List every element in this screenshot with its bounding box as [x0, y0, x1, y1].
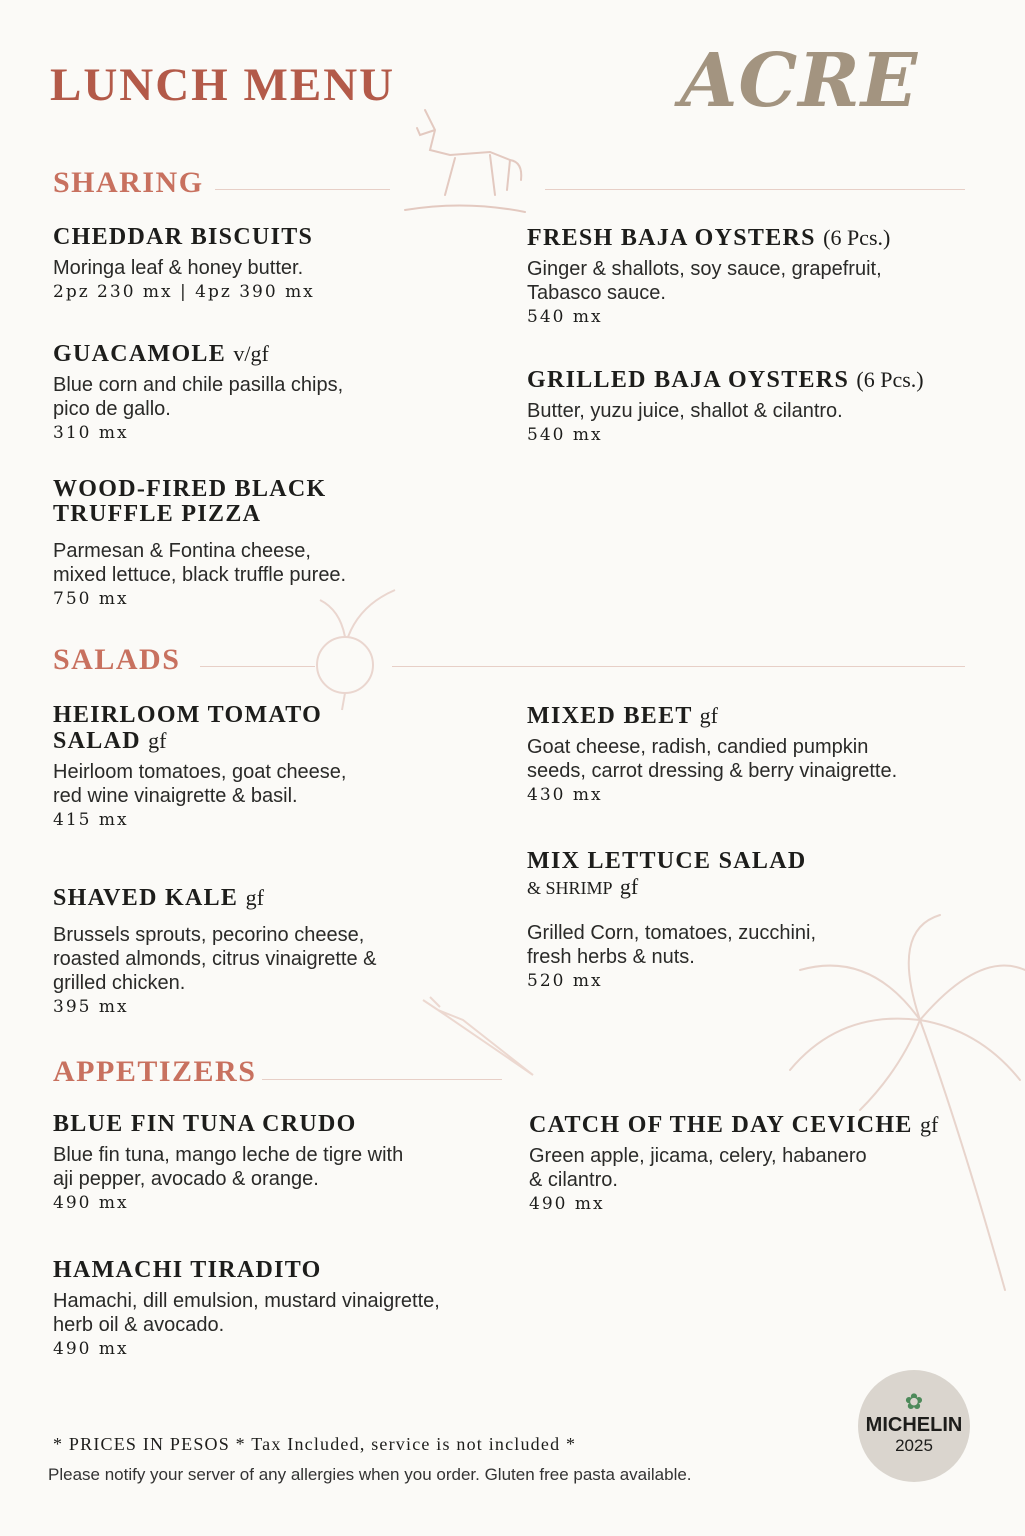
item-price: 540 mx [527, 425, 603, 445]
dietary-tag: gf [148, 728, 167, 753]
portion-tag: (6 Pcs.) [823, 225, 891, 250]
item-name: WOOD-FIRED BLACK TRUFFLE PIZZA [53, 476, 327, 527]
item-name: GRILLED BAJA OYSTERS (6 Pcs.) [527, 367, 924, 393]
item-description: Brussels sprouts, pecorino cheese, roasted almonds, citrus vinaigrette & grilled chicken. [53, 924, 377, 994]
menu-item [53, 341, 493, 446]
item-price: 750 mx [53, 589, 129, 609]
dietary-tag: gf [699, 703, 718, 728]
item-name: GUACAMOLE v/gf [53, 341, 269, 367]
menu-item [527, 849, 987, 994]
item-name: MIX LETTUCE SALAD & SHRIMP gf [527, 848, 807, 899]
item-description: Heirloom tomatoes, goat cheese, red wine vinaigrette & basil. [53, 761, 347, 807]
item-description: Butter, yuzu juice, shallot & cilantro. [527, 400, 843, 422]
menu-item [53, 1112, 493, 1216]
menu-item [53, 1258, 493, 1362]
section-heading-salads: SALADS [53, 643, 181, 676]
item-name: FRESH BAJA OYSTERS (6 Pcs.) [527, 225, 891, 251]
page-title: LUNCH MENU [50, 59, 396, 111]
item-description: Hamachi, dill emulsion, mustard vinaigrette, herb oil & avocado. [53, 1290, 440, 1336]
michelin-clover-icon: ✿ [904, 1389, 924, 1414]
item-name: BLUE FIN TUNA CRUDO [53, 1111, 357, 1137]
item-description: Blue fin tuna, mango leche de tigre with aji pepper, avocado & orange. [53, 1144, 404, 1190]
menu-item [53, 225, 493, 305]
prices-note: * PRICES IN PESOS * Tax Included, service is not included * [53, 1434, 577, 1454]
item-price: 540 mx [527, 307, 603, 327]
dietary-tag: gf [245, 885, 264, 910]
section-divider [215, 189, 390, 190]
section-heading-sharing: SHARING [53, 166, 204, 199]
menu-item [529, 1112, 999, 1217]
section-divider [392, 666, 965, 667]
menu-item [527, 225, 987, 330]
dietary-tag: gf [619, 874, 639, 899]
item-name: SHAVED KALE gf [53, 885, 264, 911]
item-description: Parmesan & Fontina cheese, mixed lettuce, black truffle puree. [53, 540, 347, 586]
item-description: Ginger & shallots, soy sauce, grapefruit, Tabasco sauce. [527, 258, 882, 304]
item-price: 395 mx [53, 997, 129, 1017]
item-price: 490 mx [53, 1339, 129, 1359]
item-name: HEIRLOOM TOMATO SALAD gf [53, 702, 323, 754]
badge-brand: MICHELIN [865, 1414, 963, 1436]
item-name: HAMACHI TIRADITO [53, 1257, 322, 1283]
section-divider [200, 666, 315, 667]
dietary-tag: v/gf [233, 341, 269, 366]
item-description: Grilled Corn, tomatoes, zucchini, fresh herbs & nuts. [527, 922, 817, 968]
menu-item [527, 703, 987, 808]
restaurant-logo: ACRE [680, 38, 919, 124]
menu-item [53, 703, 493, 833]
item-description: Goat cheese, radish, candied pumpkin seeds, carrot dressing & berry vinaigrette. [527, 736, 898, 782]
menu-item [53, 885, 493, 1020]
horse-sketch [395, 100, 535, 220]
item-name: CHEDDAR BISCUITS [53, 224, 314, 250]
item-price: 490 mx [529, 1194, 605, 1214]
michelin-badge [858, 1370, 970, 1482]
item-name: MIXED BEET gf [527, 703, 718, 729]
section-heading-appetizers: APPETIZERS [53, 1055, 257, 1088]
menu-item [527, 367, 987, 448]
item-price: 490 mx [53, 1193, 129, 1213]
portion-tag: (6 Pcs.) [856, 367, 924, 392]
dietary-tag: gf [920, 1112, 939, 1137]
item-price: 310 mx [53, 423, 129, 443]
item-description: Blue corn and chile pasilla chips, pico de gallo. [53, 374, 344, 420]
section-divider [545, 189, 965, 190]
item-price: 520 mx [527, 971, 603, 991]
item-name: CATCH OF THE DAY CEVICHE gf [529, 1112, 939, 1138]
allergy-note: Please notify your server of any allergies when you order. Gluten free pasta available. [48, 1465, 692, 1484]
item-description: Green apple, jicama, celery, habanero & cilantro. [529, 1145, 867, 1191]
badge-year: 2025 [895, 1436, 933, 1455]
item-description: Moringa leaf & honey butter. [53, 257, 304, 279]
item-price: 2pz 230 mx | 4pz 390 mx [53, 282, 315, 302]
menu-item [53, 477, 493, 612]
item-price: 415 mx [53, 810, 129, 830]
item-price: 430 mx [527, 785, 603, 805]
section-divider [262, 1079, 502, 1080]
